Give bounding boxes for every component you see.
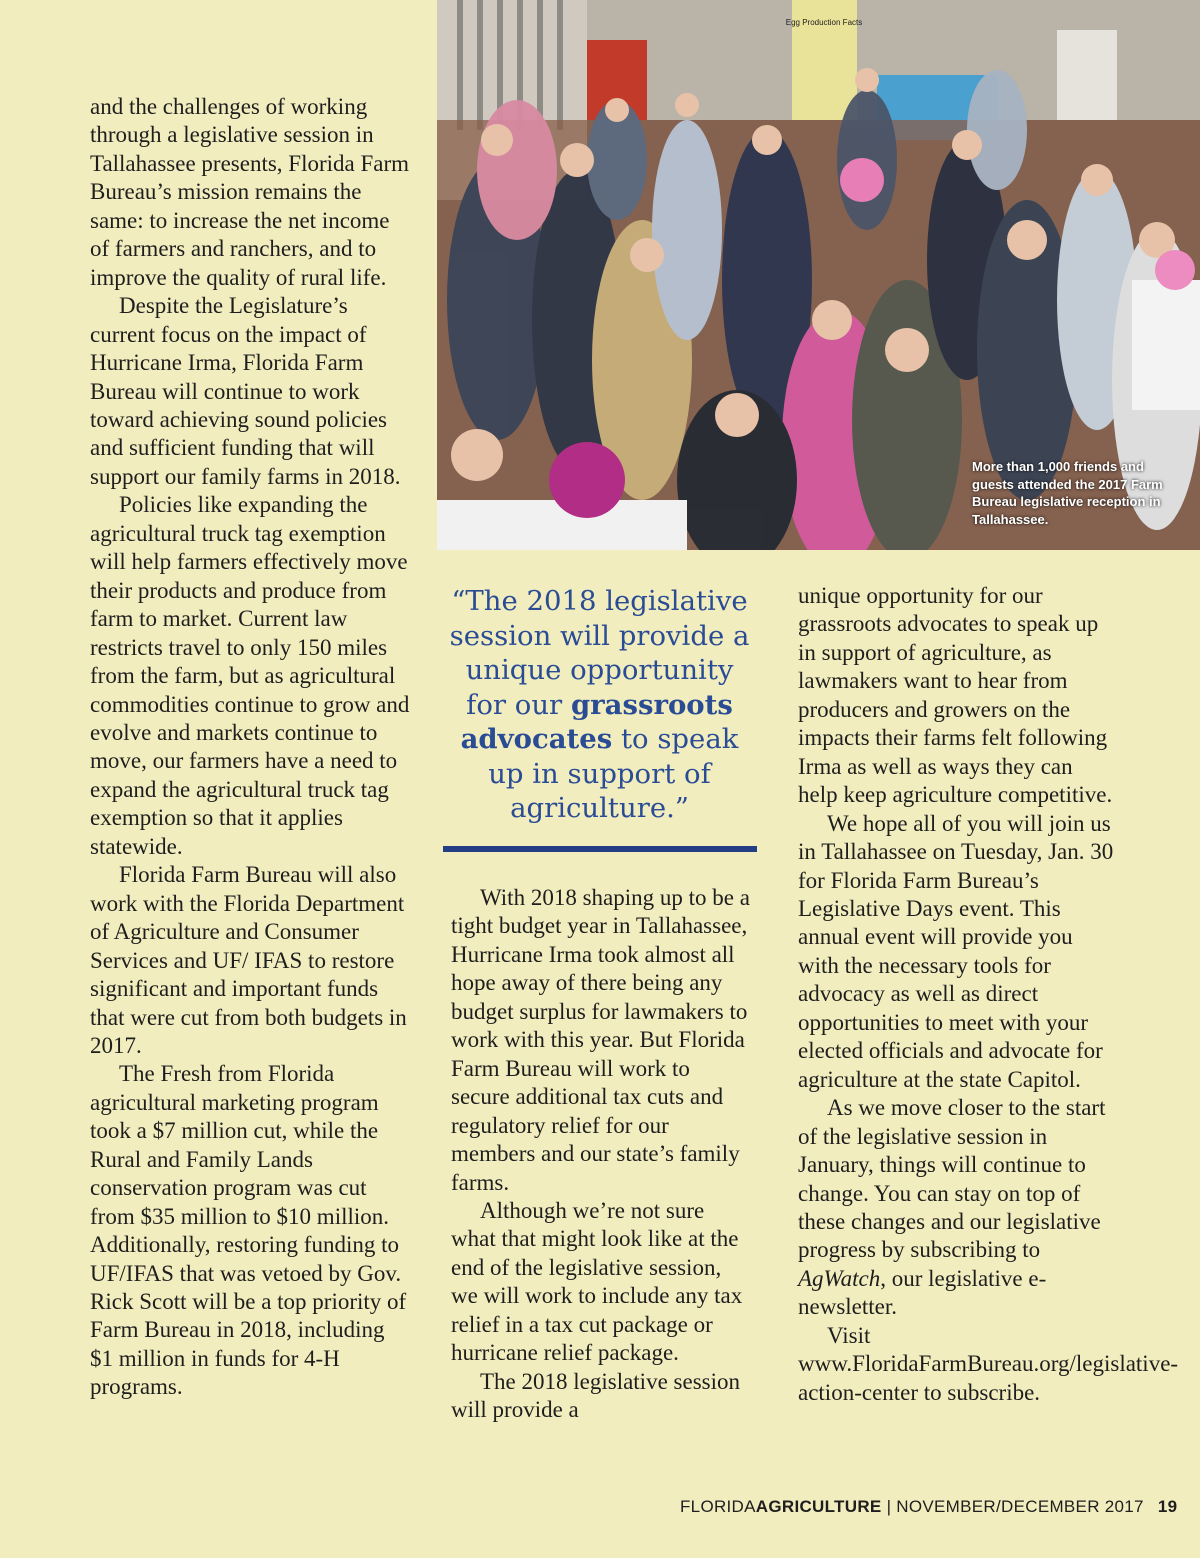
pull-quote-divider: [443, 846, 757, 852]
paragraph: The Fresh from Florida agricultural marketing program took a $7 million cut, while the Rural and Family Lands conservation program was cut from $35 million to $10 million. Additionally, restoring funding to UF/IFAS that was vetoed by Gov. Rick Scott will be a top priority of Farm Bureau in 2018, including $1 million in funds for 4-H programs.: [90, 1061, 407, 1400]
paragraph: Despite the Legislature’s current focus on the impact of Hurricane Irma, Florida Farm Bureau will continue to work toward achieving sound policies and sufficient funding that will support our family farms in 2018.: [90, 293, 401, 489]
pull-quote: [443, 584, 756, 826]
paragraph-text-end: , our legislative e-newsletter.: [798, 1265, 1047, 1320]
article-column-2: [451, 884, 751, 1425]
paragraph: We hope all of you will join us in Tallahassee on Tuesday, Jan. 30 for Florida Farm Bureau’s Legislative Days event. This annual event will provide you with the necessary tools for advocacy as well as direct opportunities to meet with your elected officials and advocate for agriculture at the state Capitol.: [798, 810, 1114, 1092]
page-number: 19: [1157, 1497, 1178, 1516]
newsletter-name: AgWatch: [798, 1265, 881, 1291]
pull-quote-text-end: to speak up in support of agriculture.”: [488, 723, 739, 824]
paragraph: and the challenges of working through a legislative session in Tallahassee presents, Florida Farm Bureau’s mission remains the same: to increase the net income of farmers and ranchers, and to improve the quality of rural life.: [90, 94, 410, 290]
pull-quote-emphasis: grassroots advocates: [460, 688, 733, 755]
photo-caption: More than 1,000 friends and guests attended the 2017 Farm Bureau legislative reception in Tallahassee.: [972, 459, 1163, 527]
article-column-3: [798, 582, 1179, 1407]
paragraph: Although we’re not sure what that might look like at the end of the legislative session, we will work to include any tax relief in a tax cut package or hurricane relief package.: [451, 1197, 743, 1366]
pull-quote-text: “The 2018 legislative session will provide a unique opportunity for our: [449, 585, 750, 721]
paragraph: Florida Farm Bureau will also work with the Florida Department of Agriculture and Consumer Services and UF/ IFAS to restore significant and important funds that were cut from both budgets in 2017.: [90, 862, 407, 1058]
magazine-name-florida: FLORIDA: [680, 1497, 756, 1516]
page-footer: [680, 1497, 1177, 1517]
paragraph: Policies like expanding the agricultural truck tag exemption will help farmers effectively move their products and produce from farm to market. Current law restricts travel to only 150 miles from the farm, but as agricultural commodities continue to grow and evolve and markets continue to move, our farmers have a need to expand the agricultural truck tag exemption so that it applies statewide.: [90, 492, 410, 859]
paragraph: Visit www.FloridaFarmBureau.org/legislative-action-center to subscribe.: [798, 1322, 1179, 1405]
paragraph: The 2018 legislative session will provide a: [451, 1368, 740, 1423]
paragraph-text: As we move closer to the start of the legislative session in January, things will continue to change. You can stay on top of these changes and our legislative progress by subscribing to: [798, 1095, 1106, 1263]
paragraph: unique opportunity for our grassroots advocates to speak up in support of agriculture, as lawmakers want to hear from producers and growers on the impacts their farms felt following Irma as well as ways they can help keep agriculture competitive.: [798, 583, 1113, 808]
issue-date: | NOVEMBER/DECEMBER 2017: [881, 1497, 1144, 1516]
magazine-name-agriculture: AGRICULTURE: [755, 1497, 882, 1516]
article-column-1: [90, 93, 410, 1402]
paragraph: With 2018 shaping up to be a tight budget year in Tallahassee, Hurricane Irma took almost all hope away of there being any budget surplus for lawmakers to work with this year. But Florida Farm Bureau will work to secure additional tax cuts and regulatory relief for our members and our state’s family farms.: [451, 885, 750, 1195]
sign-text: Egg Production Facts: [785, 18, 863, 27]
paragraph: [798, 1094, 1116, 1322]
